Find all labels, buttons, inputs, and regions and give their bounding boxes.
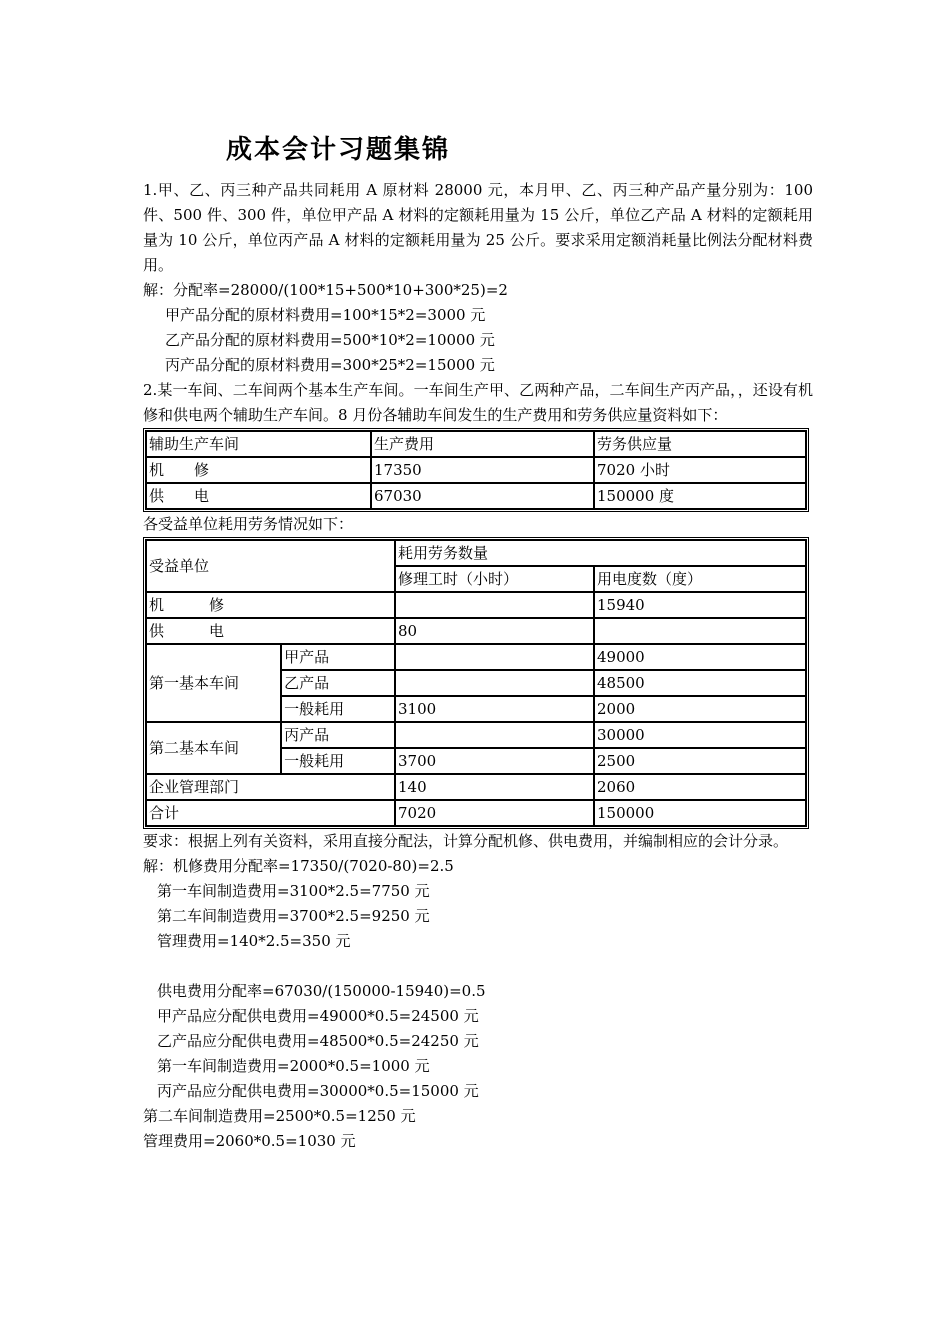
table-cell: 机 修 bbox=[146, 457, 371, 483]
table-cell: 第一基本车间 bbox=[146, 644, 281, 722]
q2-solution-line: 管理费用=140*2.5=350 元 bbox=[157, 932, 351, 950]
table-cell: 乙产品 bbox=[281, 670, 395, 696]
table-cell: 供 电 bbox=[146, 483, 371, 509]
q2-solution-line: 第一车间制造费用=2000*0.5=1000 元 bbox=[157, 1057, 430, 1075]
table-cell: 15940 bbox=[594, 592, 806, 618]
q1-solution-line: 丙产品分配的原材料费用=300*25*2=15000 元 bbox=[165, 356, 495, 374]
table-header-cell: 耗用劳务数量 bbox=[395, 540, 806, 566]
table-cell bbox=[395, 670, 594, 696]
table-row bbox=[146, 592, 806, 618]
table-header-cell: 受益单位 bbox=[146, 540, 395, 592]
table-cell: 7020 小时 bbox=[594, 457, 806, 483]
table-header-cell: 劳务供应量 bbox=[594, 431, 806, 457]
table-row bbox=[146, 457, 806, 483]
table-cell: 2000 bbox=[594, 696, 806, 722]
table-row bbox=[146, 483, 806, 509]
page-title: 成本会计习题集锦 bbox=[226, 135, 451, 165]
table-cell: 第二基本车间 bbox=[146, 722, 281, 774]
table-header-row bbox=[146, 431, 806, 457]
table-2-intro: 各受益单位耗用劳务情况如下： bbox=[143, 515, 354, 533]
q2-solution-line: 供电费用分配率=67030/(150000-15940)=0.5 bbox=[157, 982, 486, 1000]
q2-solution-line: 乙产品应分配供电费用=48500*0.5=24250 元 bbox=[157, 1032, 479, 1050]
table-cell bbox=[395, 644, 594, 670]
table-cell: 3100 bbox=[395, 696, 594, 722]
table-row bbox=[146, 722, 806, 748]
q2-solution-line: 第二车间制造费用=3700*2.5=9250 元 bbox=[157, 907, 430, 925]
table-total-row bbox=[146, 800, 806, 826]
q1-solution-line: 甲产品分配的原材料费用=100*15*2=3000 元 bbox=[165, 306, 486, 324]
service-consumption-table bbox=[143, 537, 809, 829]
question-2-requirement: 要求：根据上列有关资料，采用直接分配法，计算分配机修、供电费用，并编制相应的会计分录。 bbox=[143, 832, 789, 850]
q2-solution-line: 解：机修费用分配率=17350/(7020-80)=2.5 bbox=[143, 857, 454, 875]
table-cell: 7020 bbox=[395, 800, 594, 826]
table-cell: 丙产品 bbox=[281, 722, 395, 748]
table-cell: 一般耗用 bbox=[281, 748, 395, 774]
table-header-cell: 修理工时（小时） bbox=[395, 566, 594, 592]
table-cell bbox=[395, 722, 594, 748]
table-row bbox=[146, 618, 806, 644]
table-header-cell: 辅助生产车间 bbox=[146, 431, 371, 457]
auxiliary-workshop-table bbox=[143, 428, 809, 512]
document-page bbox=[143, 130, 813, 1154]
q1-solution-line: 乙产品分配的原材料费用=500*10*2=10000 元 bbox=[165, 331, 495, 349]
table-header-cell: 用电度数（度） bbox=[594, 566, 806, 592]
table-cell: 企业管理部门 bbox=[146, 774, 395, 800]
table-cell: 一般耗用 bbox=[281, 696, 395, 722]
table-cell: 140 bbox=[395, 774, 594, 800]
table-row bbox=[146, 644, 806, 670]
table-cell bbox=[395, 592, 594, 618]
table-header-cell: 生产费用 bbox=[371, 431, 594, 457]
table-cell: 80 bbox=[395, 618, 594, 644]
table-cell bbox=[594, 618, 806, 644]
table-cell: 67030 bbox=[371, 483, 594, 509]
table-header-row bbox=[146, 540, 806, 566]
table-cell: 甲产品 bbox=[281, 644, 395, 670]
table-cell: 供 电 bbox=[146, 618, 395, 644]
table-cell: 30000 bbox=[594, 722, 806, 748]
blank-line bbox=[143, 954, 813, 979]
q2-solution-line: 管理费用=2060*0.5=1030 元 bbox=[143, 1132, 356, 1150]
table-cell: 49000 bbox=[594, 644, 806, 670]
q2-solution-line: 甲产品应分配供电费用=49000*0.5=24500 元 bbox=[157, 1007, 479, 1025]
question-1-text: 1.甲、乙、丙三种产品共同耗用 A 原材料 28000 元，本月甲、乙、丙三种产品产量分别为：100 件、500 件、300 件，单位甲产品 A 材料的定额耗用量为 15 公斤，单位乙产品 A 材料的定额耗用量为 10 公斤，单位丙产品 A 材料的定额耗用量为 25 公斤。要求采用定额消耗量比例法分配材料费用。 bbox=[143, 181, 813, 274]
table-cell: 3700 bbox=[395, 748, 594, 774]
table-cell: 合计 bbox=[146, 800, 395, 826]
table-cell: 48500 bbox=[594, 670, 806, 696]
table-cell: 150000 度 bbox=[594, 483, 806, 509]
q1-solution-line: 解：分配率=28000/(100*15+500*10+300*25)=2 bbox=[143, 281, 508, 299]
table-row bbox=[146, 774, 806, 800]
q2-solution-line: 第一车间制造费用=3100*2.5=7750 元 bbox=[157, 882, 430, 900]
table-cell: 2500 bbox=[594, 748, 806, 774]
q2-solution-line: 丙产品应分配供电费用=30000*0.5=15000 元 bbox=[157, 1082, 479, 1100]
table-cell: 150000 bbox=[594, 800, 806, 826]
q2-solution-line: 第二车间制造费用=2500*0.5=1250 元 bbox=[143, 1107, 416, 1125]
question-2-text: 2.某一车间、二车间两个基本生产车间。一车间生产甲、乙两种产品，二车间生产丙产品，，还设有机修和供电两个辅助生产车间。8 月份各辅助车间发生的生产费用和劳务供应量资料如下： bbox=[143, 381, 813, 424]
table-cell: 17350 bbox=[371, 457, 594, 483]
table-cell: 机 修 bbox=[146, 592, 395, 618]
table-cell: 2060 bbox=[594, 774, 806, 800]
